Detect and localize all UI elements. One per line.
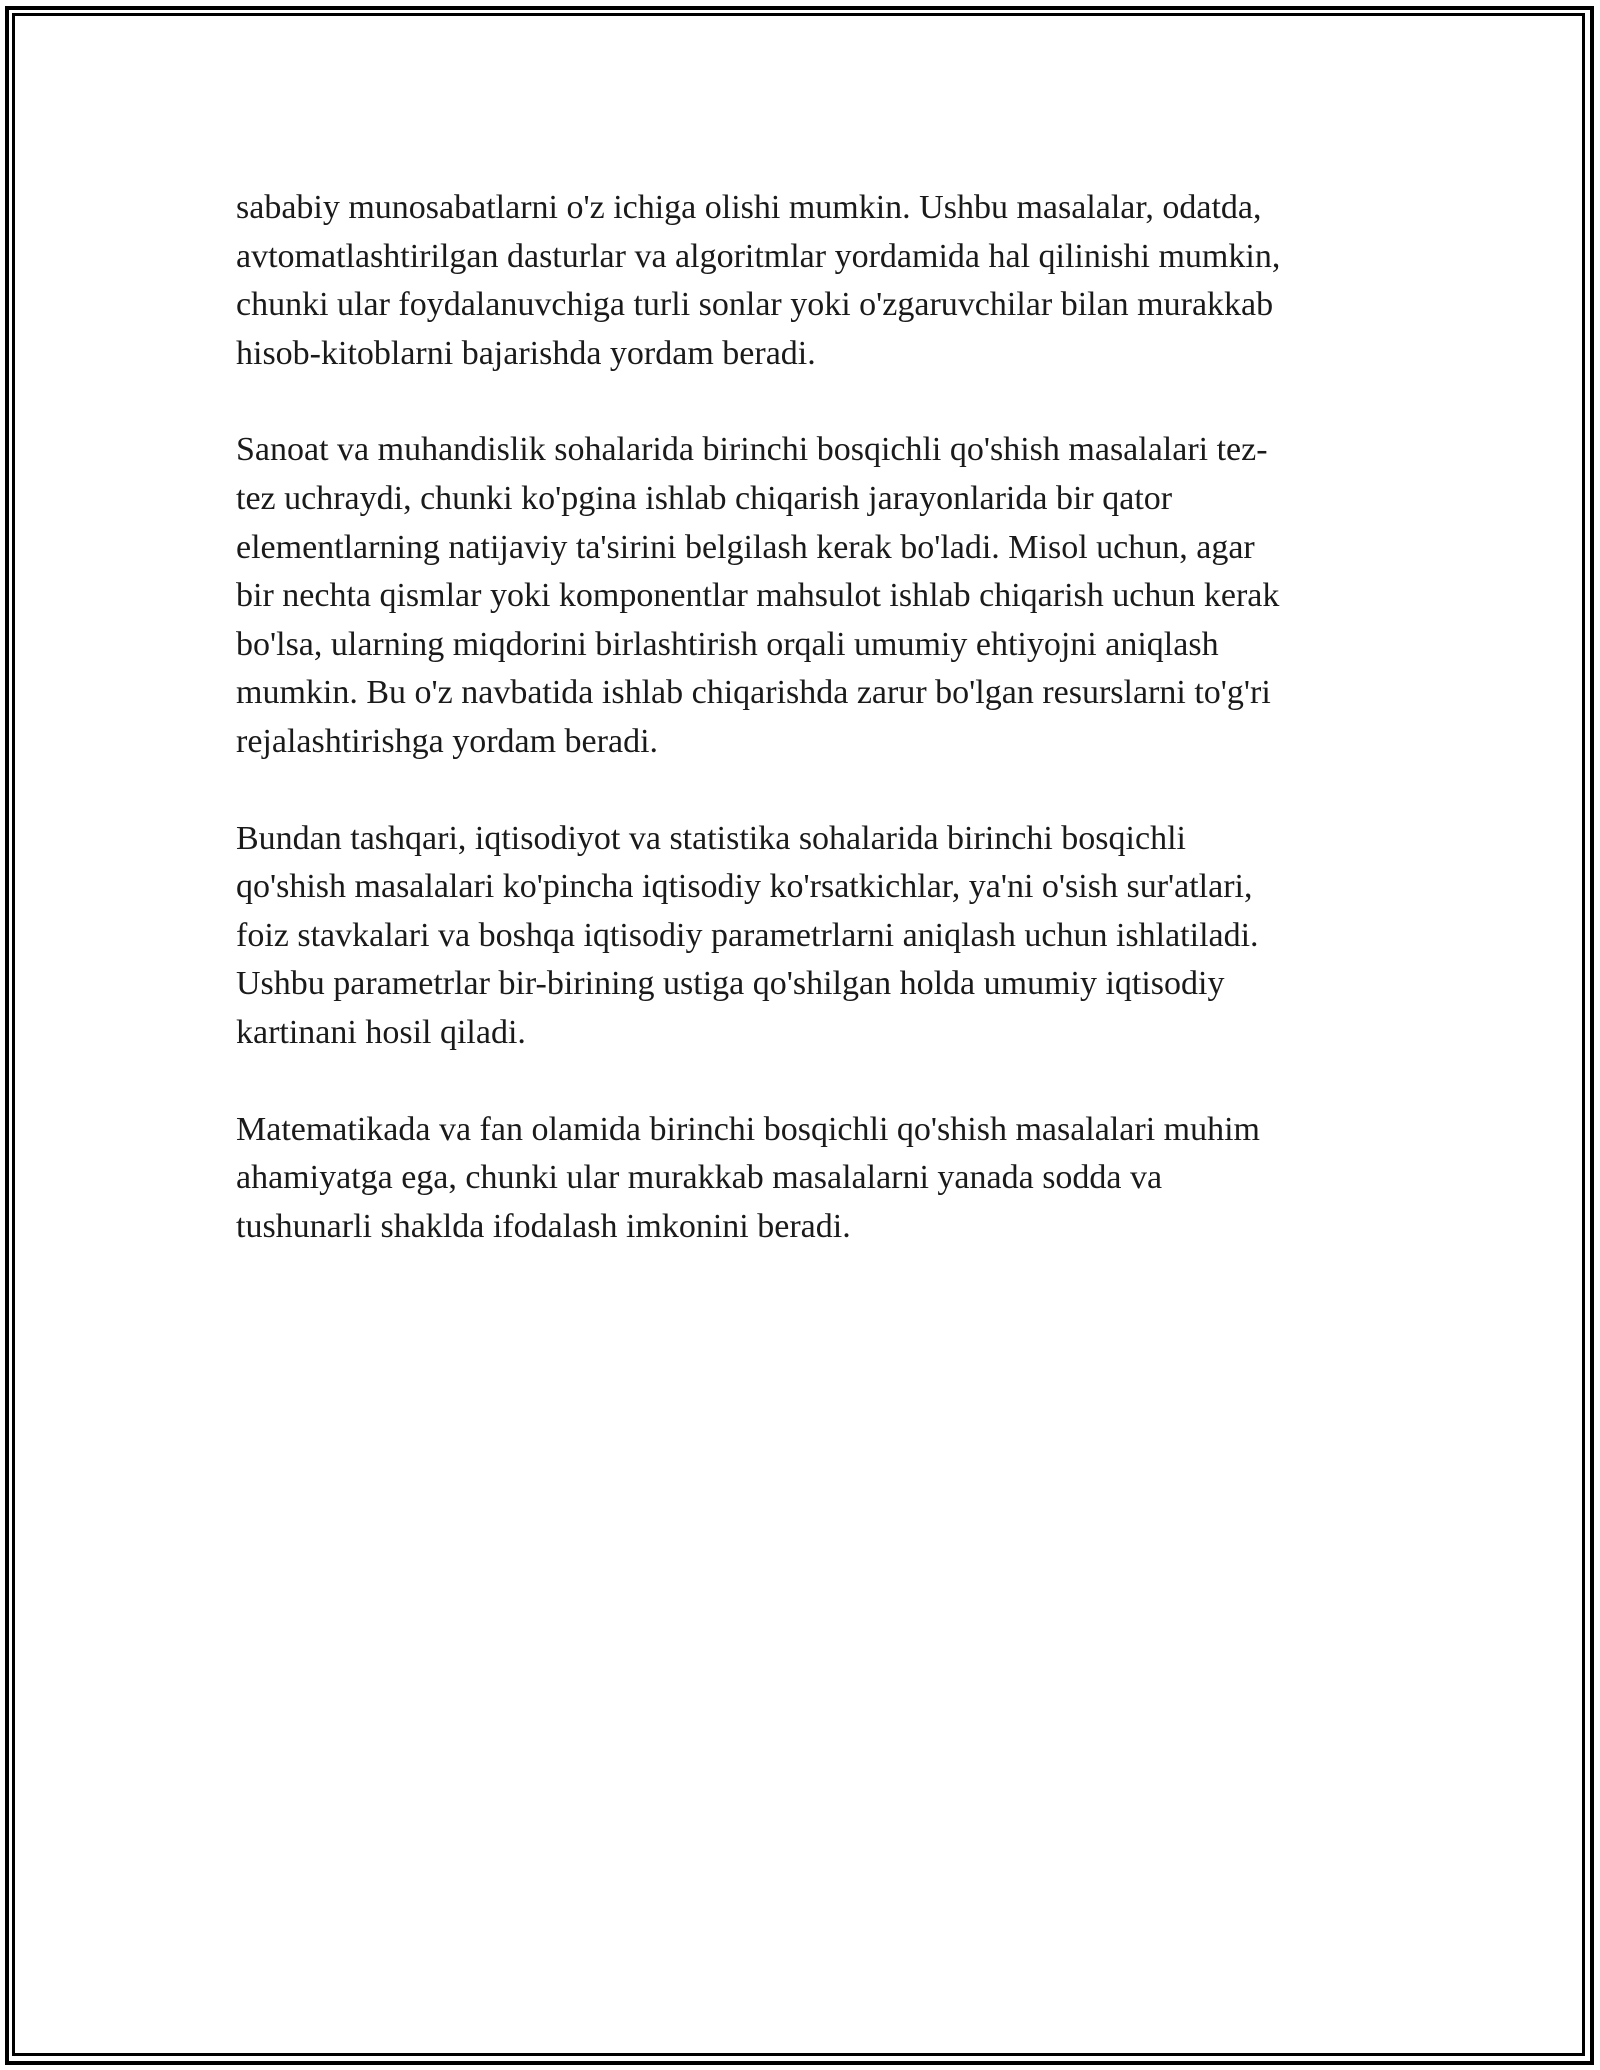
paragraph-2: Sanoat va muhandislik sohalarida birinchi bosqichli qo'shish masalalari tez- tez uchraydi, chunki ko'pgina ishlab chiqarish jarayonlarida bir qator elementlarning natijaviy ta'sirini belgilash kerak bo'ladi. Misol uchun, agar bir nechta qismlar yoki komponentlar mahsulot ishlab chiqarish uchun kerak bo'lsa, ularning miqdorini birlashtirish orqali umumiy ehtiyojni aniqlash mumkin. Bu o'z navbatida ishlab chiqarishda zarur bo'lgan resurslarni to'g'ri rejalashtirishga yordam beradi. (236, 431, 1280, 760)
paragraph-4: Matematikada va fan olamida birinchi bosqichli qo'shish masalalari muhim ahamiyatga ega, chunki ular murakkab masalalarni yanada sodda va tushunarli shaklda ifodalash imkonini beradi. (236, 1110, 1260, 1245)
paragraph-1: sababiy munosabatlarni o'z ichiga olishi mumkin. Ushbu masalalar, odatda, avtomatlashtirilgan dasturlar va algoritmlar yordamida hal qilinishi mumkin, chunki ular foydalanuvchiga turli sonlar yoki o'zgaruvchilar bilan murakkab hisob-kitoblarni bajarishda yordam beradi. (236, 189, 1281, 372)
document-body (236, 184, 1366, 1299)
paragraph-3: Bundan tashqari, iqtisodiyot va statistika sohalarida birinchi bosqichli qo'shish masalalari ko'pincha iqtisodiy ko'rsatkichlar, ya'ni o'sish sur'atlari, foiz stavkalari va boshqa iqtisodiy parametrlarni aniqlash uchun ishlatiladi. Ushbu parametrlar bir-birining ustiga qo'shilgan holda umumiy iqtisodiy kartinani hosil qiladi. (236, 819, 1259, 1051)
